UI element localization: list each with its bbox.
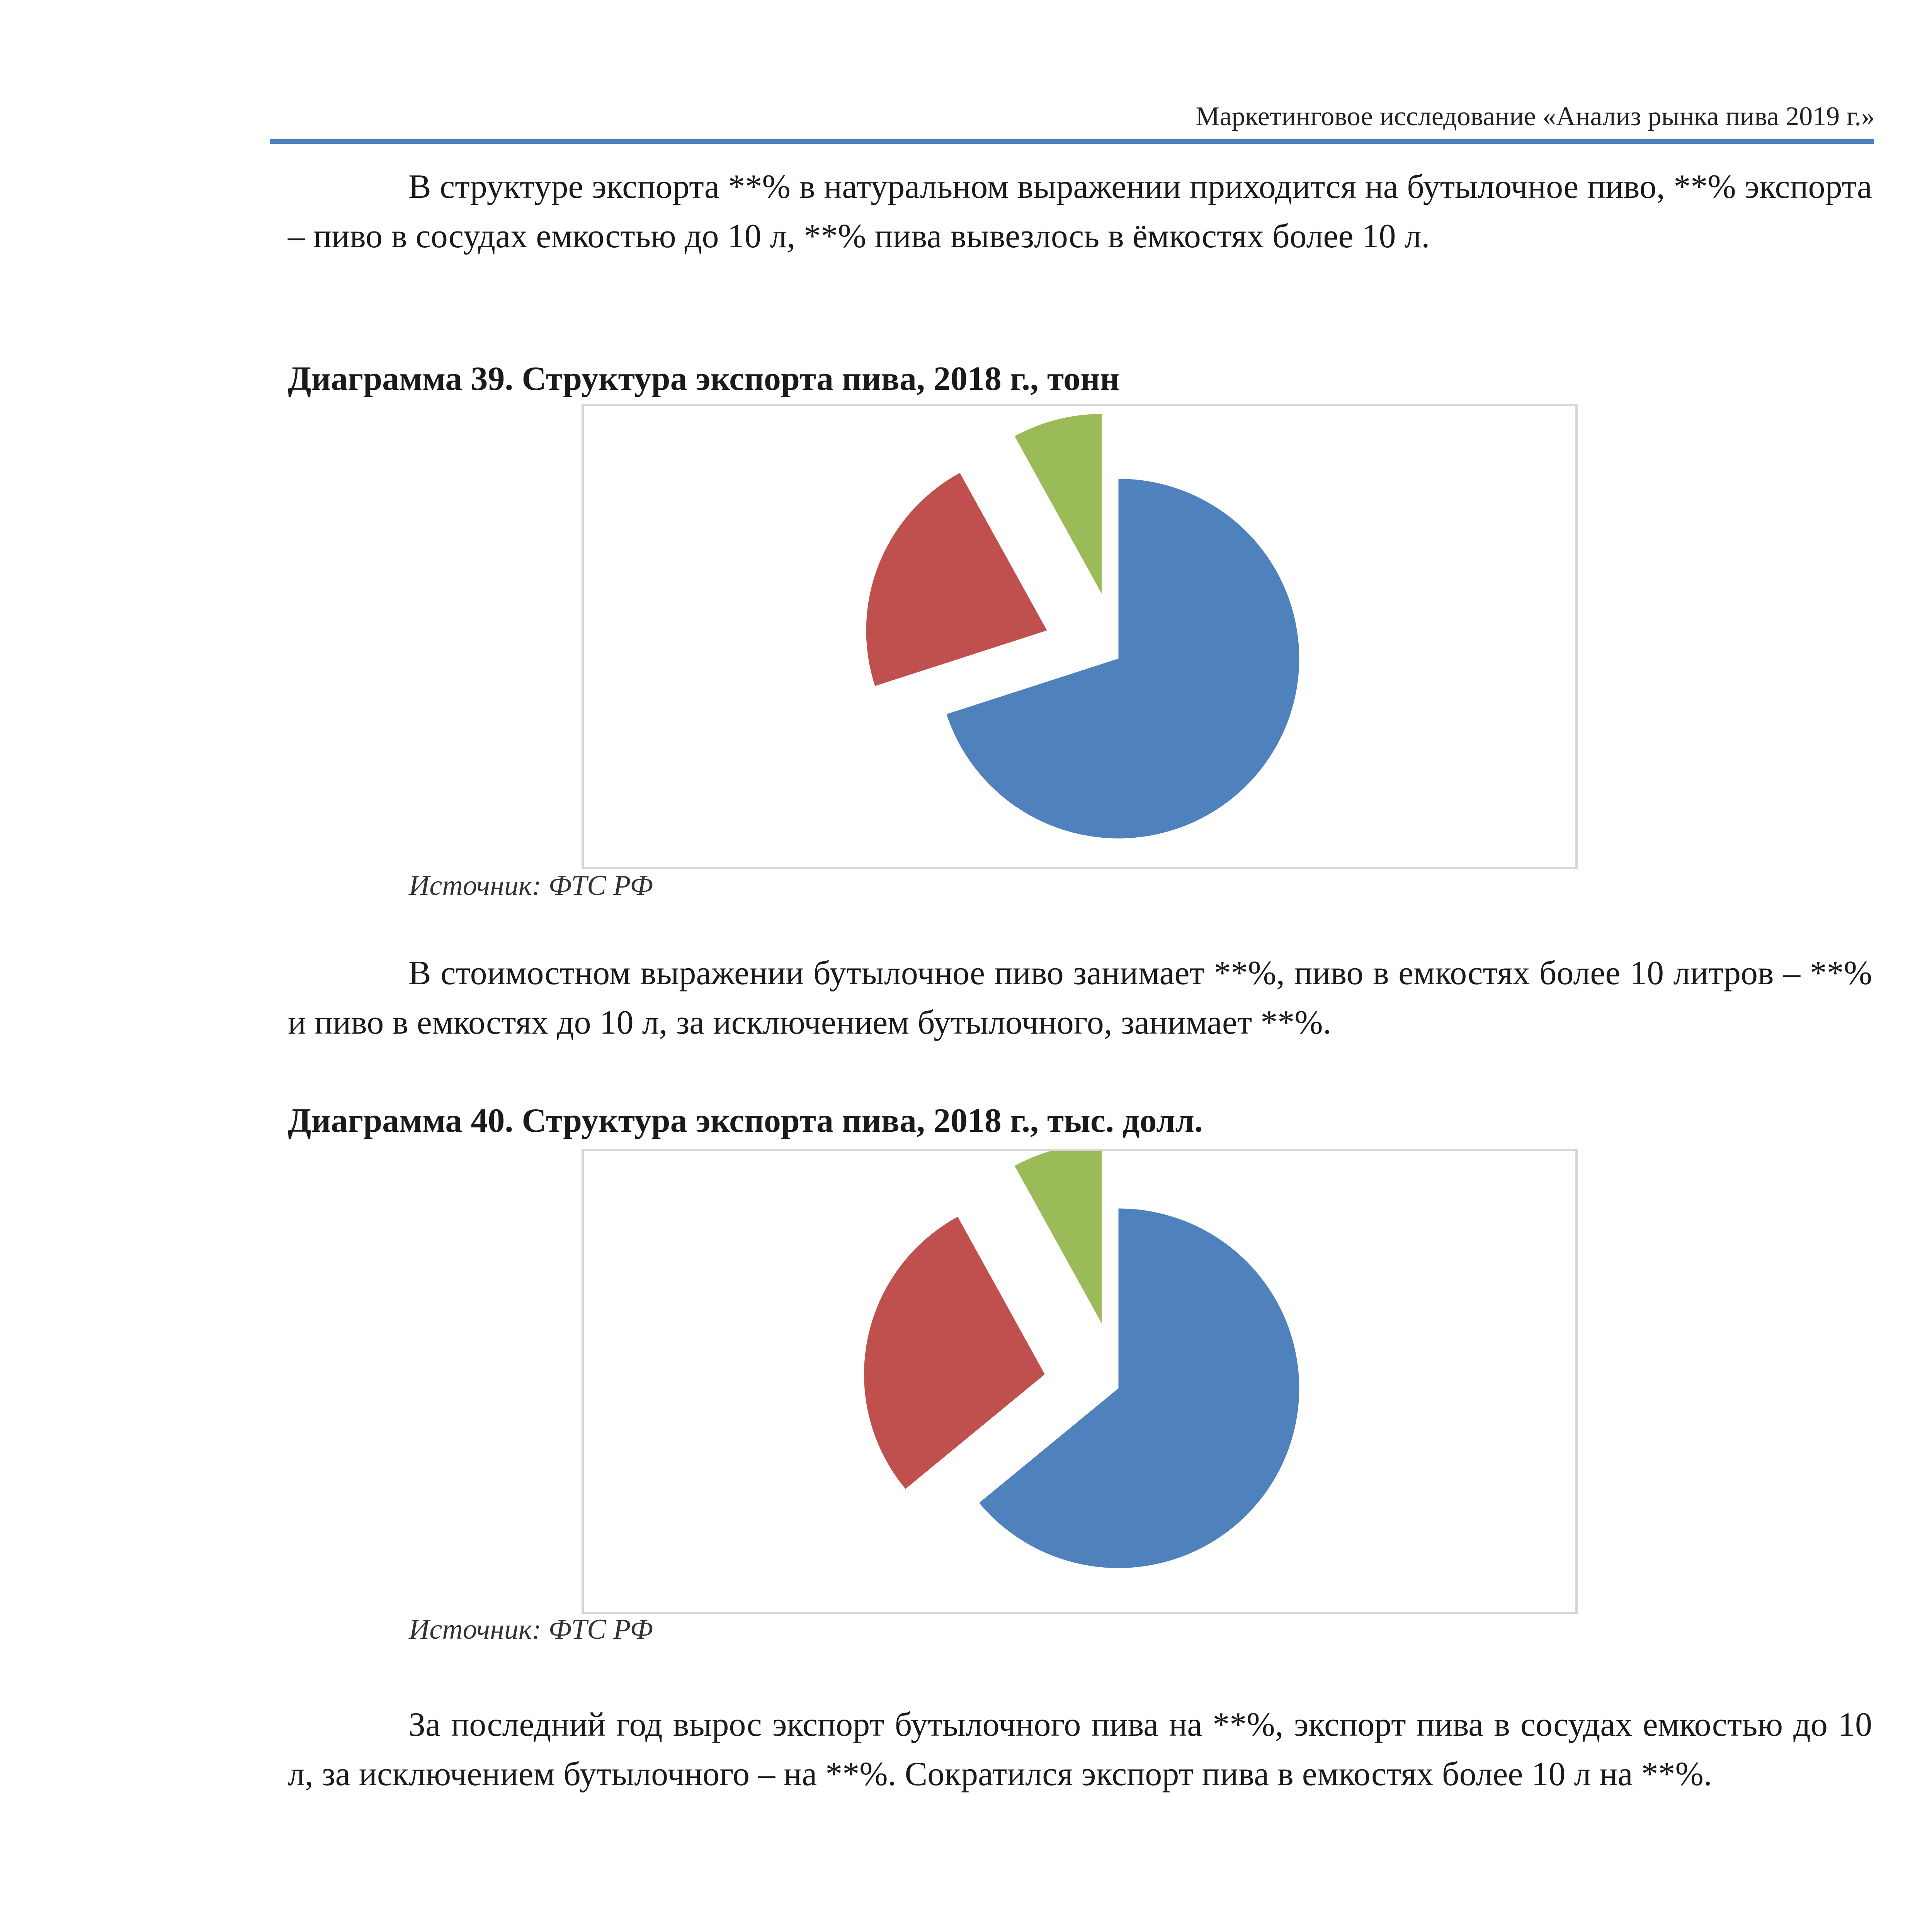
paragraph-export-volume: В структуре экспорта **% в натуральном выражении приходится на бутылочное пиво, **% экспорта – пиво в сосудах емкостью до 10 л, **% пива вывезлось в ёмкостях более 10 л.	[288, 168, 1872, 255]
chart-39-source: Источник: ФТС РФ	[409, 870, 653, 901]
pie-40-slice-3	[1015, 1151, 1102, 1323]
chart-40-frame	[582, 1149, 1578, 1614]
paragraph-export-value: В стоимостном выражении бутылочное пиво занимает **%, пиво в емкостях более 10 литров – **% и пиво в емкостях до 10 л, за исключением бутылочного, занимает **%.	[288, 954, 1872, 1041]
chart-40-source: Источник: ФТС РФ	[409, 1614, 653, 1645]
pie-chart-39	[584, 406, 1575, 867]
pie-39-slice-2	[866, 473, 1047, 686]
pie-40-slice-2	[864, 1217, 1045, 1489]
running-header: Маркетинговое исследование «Анализ рынка пива 2019 г.»	[1196, 102, 1875, 131]
pie-39-slice-3	[1015, 414, 1102, 594]
chart-39-frame	[582, 404, 1578, 869]
header-divider	[270, 139, 1874, 144]
pie-chart-40	[584, 1151, 1575, 1612]
paragraph-export-growth: За последний год вырос экспорт бутылочного пива на **%, экспорт пива в сосудах емкостью до 10 л, за исключением бутылочного – на **%. Сократился экспорт пива в емкостях более 10 л на **%.	[288, 1706, 1872, 1793]
chart-40-caption: Диаграмма 40. Структура экспорта пива, 2018 г., тыс. долл.	[288, 1102, 1203, 1139]
pie-39-slice-1	[947, 479, 1299, 838]
chart-39-caption: Диаграмма 39. Структура экспорта пива, 2018 г., тонн	[288, 360, 1120, 398]
